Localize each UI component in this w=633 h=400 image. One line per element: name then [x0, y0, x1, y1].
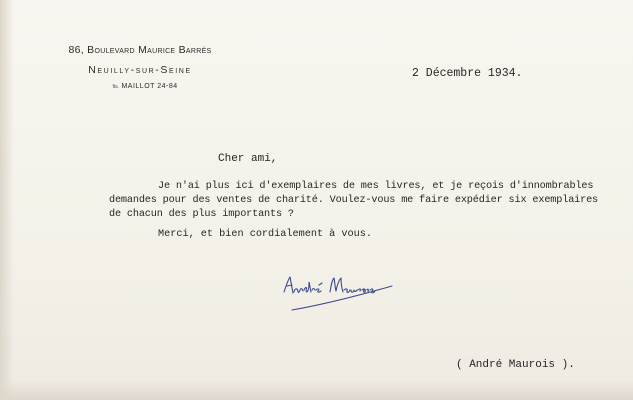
body-line-1: Je n'ai plus ici d'exemplaires de mes livres, et je reçois d'innombrables [158, 181, 594, 192]
page-edge-shadow [0, 0, 14, 400]
letterhead-telephone [40, 83, 240, 90]
closing-line: Merci, et bien cordialement à vous. [158, 229, 372, 240]
salutation: Cher ami, [218, 153, 278, 165]
page-fold-shadow [0, 380, 633, 400]
body-line-2: demandes pour des ventes de charité. Voulez-vous me faire expédier six exemplaires [109, 195, 599, 206]
letter-date: 2 Décembre 1934. [412, 67, 523, 80]
handwritten-signature [280, 268, 400, 328]
letterhead-city: Neuilly-sur-Seine [88, 64, 192, 76]
letterhead-telephone-number: MAILLOT 24-84 [121, 83, 178, 90]
letterhead [40, 44, 240, 90]
letterhead-address: 86, Boulevard Maurice Barrès [68, 44, 212, 56]
telephone-icon: ℡ [112, 84, 122, 90]
typed-signoff: ( André Maurois ). [456, 359, 575, 371]
body-line-3: de chacun des plus importants ? [109, 209, 294, 220]
